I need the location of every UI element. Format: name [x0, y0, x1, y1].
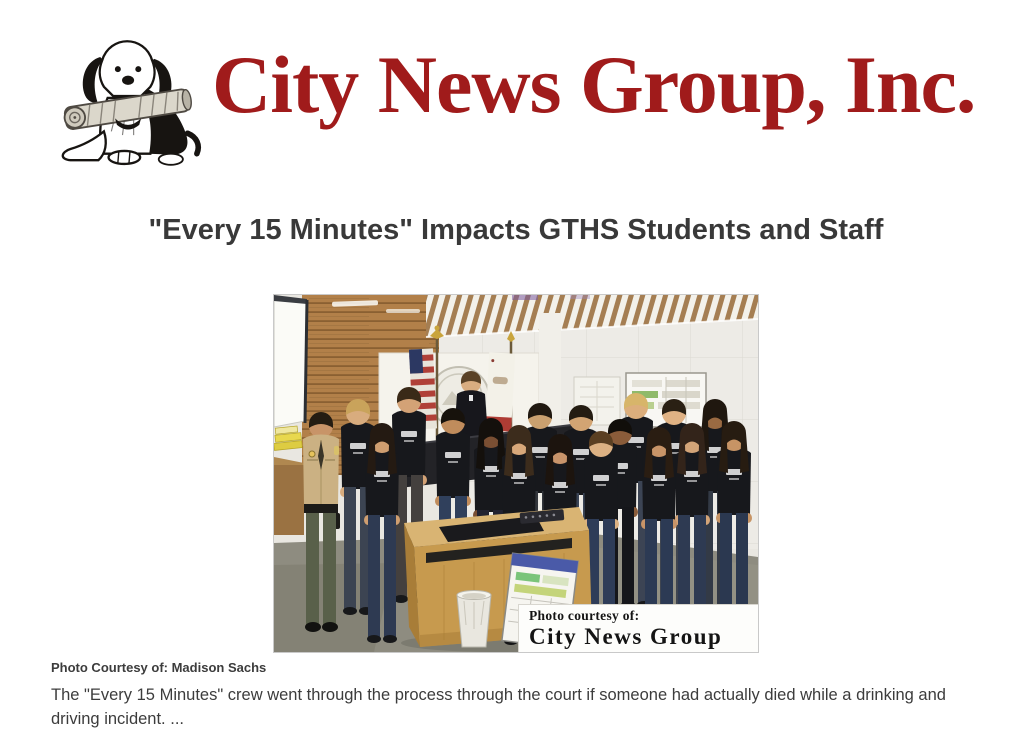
- photo-credit: Photo Courtesy of: Madison Sachs: [51, 660, 267, 675]
- projector-screen: [274, 295, 307, 427]
- site-logo[interactable]: [0, 0, 1032, 168]
- photo-overlay-line1: Photo courtesy of:: [529, 608, 640, 623]
- article-photo: [273, 294, 759, 653]
- side-desk: [274, 426, 304, 535]
- photo-overlay-line2: City News Group: [529, 624, 723, 649]
- article-body: The "Every 15 Minutes" crew went through the process through the court if someone had actually died while a drinking and driving incident. ...: [51, 686, 946, 728]
- site-logo-text: City News Group, Inc.: [212, 39, 976, 130]
- courtroom-photo-illustration: [274, 295, 758, 652]
- dog-with-newspaper-icon: [50, 26, 208, 168]
- photo-overlay-caption: [518, 604, 758, 652]
- article-headline: "Every 15 Minutes" Impacts GTHS Students and Staff: [148, 214, 884, 246]
- trash-can: [457, 591, 491, 648]
